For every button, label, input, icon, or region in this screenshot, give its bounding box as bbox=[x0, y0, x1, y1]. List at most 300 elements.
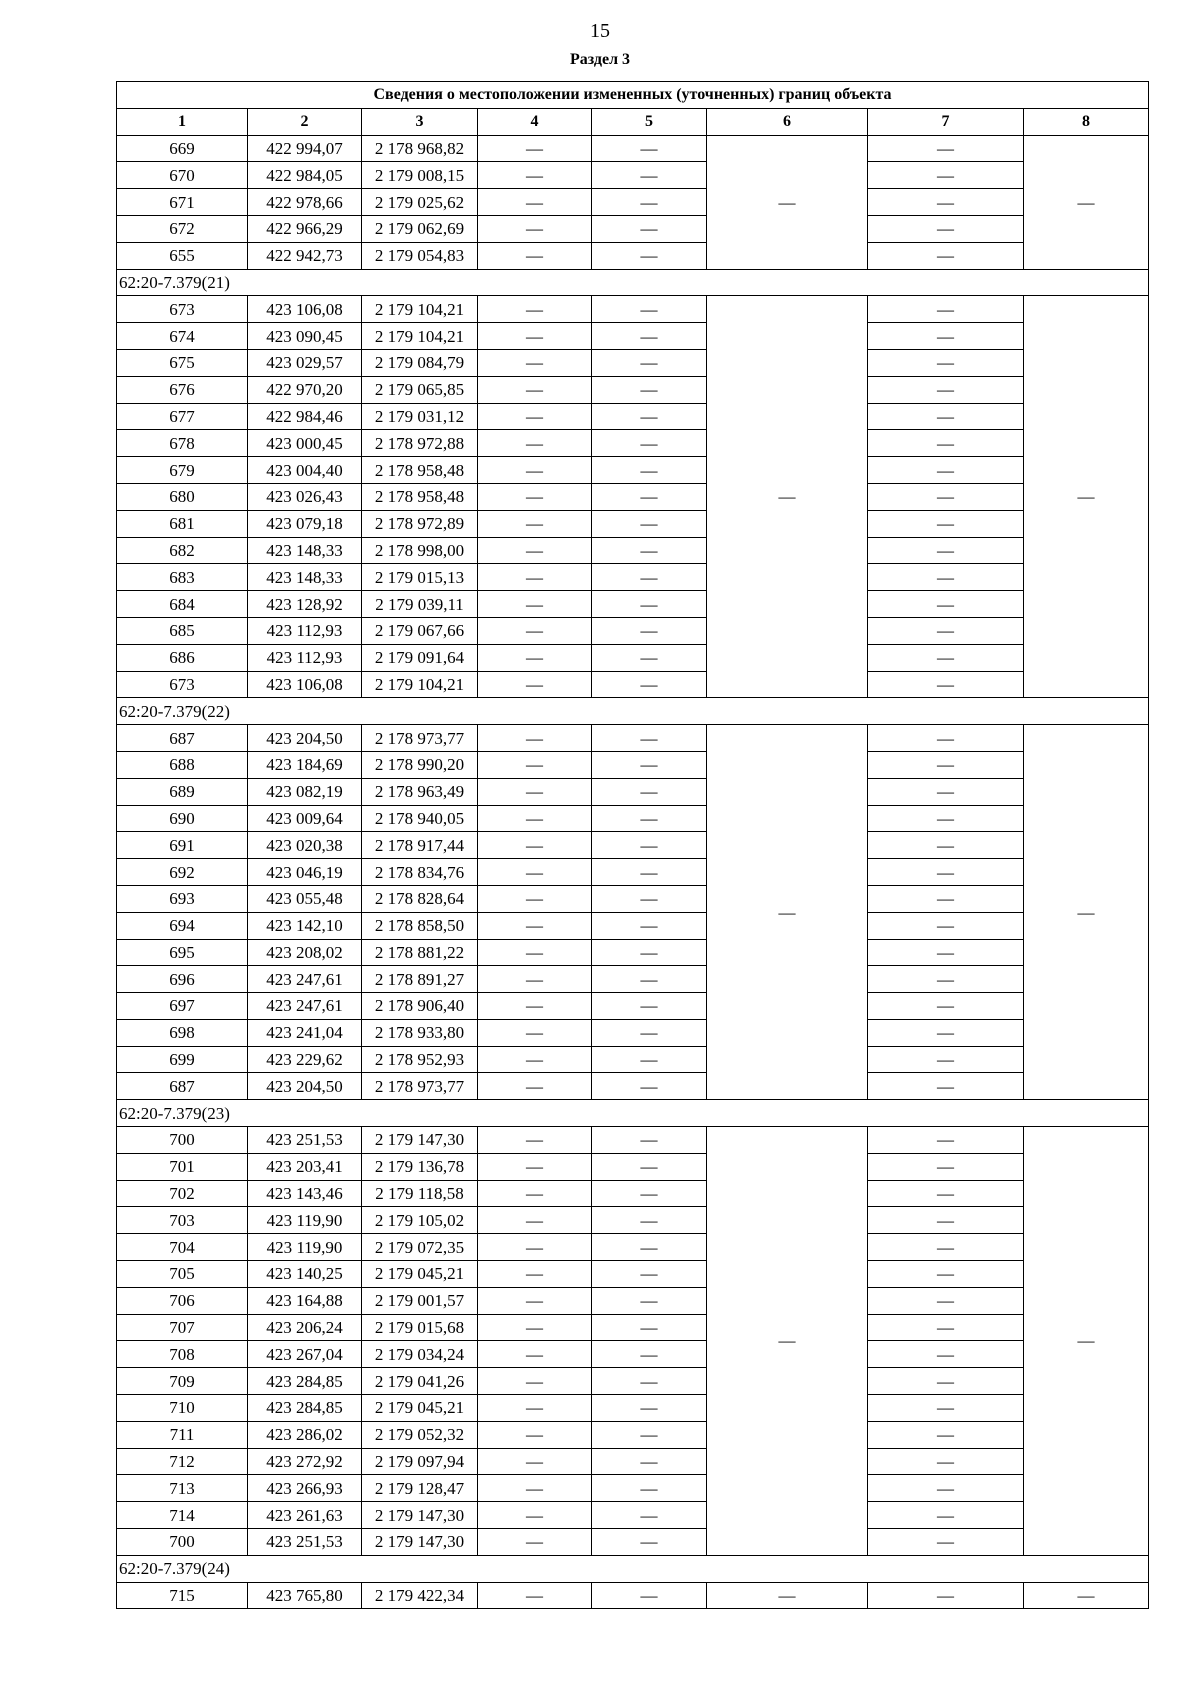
merged-dash-cell: — bbox=[1024, 1127, 1149, 1556]
point-number: 692 bbox=[117, 859, 248, 886]
coordinate-x: 423 247,61 bbox=[248, 966, 362, 993]
dash-cell: — bbox=[592, 457, 707, 484]
dash-cell: — bbox=[868, 135, 1024, 162]
coordinate-x: 423 148,33 bbox=[248, 537, 362, 564]
table-row bbox=[117, 671, 1149, 698]
dash-cell: — bbox=[478, 1502, 592, 1529]
dash-cell: — bbox=[478, 1368, 592, 1395]
point-number: 713 bbox=[117, 1475, 248, 1502]
coordinate-x: 422 970,20 bbox=[248, 376, 362, 403]
dash-cell: — bbox=[868, 1314, 1024, 1341]
dash-cell: — bbox=[478, 617, 592, 644]
coordinate-y: 2 179 054,83 bbox=[362, 242, 478, 269]
dash-cell: — bbox=[478, 832, 592, 859]
coordinate-y: 2 179 147,30 bbox=[362, 1529, 478, 1556]
point-number: 699 bbox=[117, 1046, 248, 1073]
coordinate-y: 2 178 972,88 bbox=[362, 430, 478, 457]
coordinate-x: 423 284,85 bbox=[248, 1395, 362, 1422]
coordinate-x: 422 966,29 bbox=[248, 215, 362, 242]
dash-cell: — bbox=[478, 1529, 592, 1556]
coordinate-x: 423 079,18 bbox=[248, 510, 362, 537]
table-row bbox=[117, 966, 1149, 993]
coordinate-y: 2 179 031,12 bbox=[362, 403, 478, 430]
coordinate-x: 422 984,46 bbox=[248, 403, 362, 430]
dash-cell: — bbox=[478, 751, 592, 778]
table-row bbox=[117, 135, 1149, 162]
dash-cell: — bbox=[478, 939, 592, 966]
merged-dash-cell: — bbox=[707, 725, 868, 1100]
point-number: 685 bbox=[117, 617, 248, 644]
dash-cell: — bbox=[868, 778, 1024, 805]
group-header-row bbox=[117, 1100, 1149, 1127]
dash-cell: — bbox=[868, 189, 1024, 216]
table-row bbox=[117, 885, 1149, 912]
coordinates-table bbox=[116, 81, 1149, 1609]
dash-cell: — bbox=[868, 403, 1024, 430]
coordinate-y: 2 179 147,30 bbox=[362, 1502, 478, 1529]
coordinate-y: 2 179 147,30 bbox=[362, 1127, 478, 1154]
table-row bbox=[117, 215, 1149, 242]
coordinate-x: 423 046,19 bbox=[248, 859, 362, 886]
dash-cell: — bbox=[868, 1395, 1024, 1422]
dash-cell: — bbox=[478, 1582, 592, 1609]
dash-cell: — bbox=[478, 510, 592, 537]
group-label: 62:20-7.379(24) bbox=[117, 1555, 1149, 1582]
coordinate-y: 2 178 917,44 bbox=[362, 832, 478, 859]
dash-cell: — bbox=[868, 1475, 1024, 1502]
point-number: 711 bbox=[117, 1421, 248, 1448]
dash-cell: — bbox=[478, 859, 592, 886]
coordinate-y: 2 179 118,58 bbox=[362, 1180, 478, 1207]
group-label: 62:20-7.379(21) bbox=[117, 269, 1149, 296]
coordinate-y: 2 179 104,21 bbox=[362, 323, 478, 350]
coordinate-x: 423 208,02 bbox=[248, 939, 362, 966]
table-row bbox=[117, 644, 1149, 671]
coordinate-x: 423 000,45 bbox=[248, 430, 362, 457]
dash-cell: — bbox=[868, 1234, 1024, 1261]
coordinate-x: 422 978,66 bbox=[248, 189, 362, 216]
dash-cell: — bbox=[592, 1046, 707, 1073]
column-header: 1 bbox=[117, 108, 248, 135]
point-number: 712 bbox=[117, 1448, 248, 1475]
coordinate-x: 423 267,04 bbox=[248, 1341, 362, 1368]
dash-cell: — bbox=[592, 1153, 707, 1180]
dash-cell: — bbox=[868, 885, 1024, 912]
coordinate-x: 423 284,85 bbox=[248, 1368, 362, 1395]
coordinate-x: 422 942,73 bbox=[248, 242, 362, 269]
coordinate-y: 2 178 881,22 bbox=[362, 939, 478, 966]
point-number: 682 bbox=[117, 537, 248, 564]
coordinate-y: 2 178 968,82 bbox=[362, 135, 478, 162]
group-header-row bbox=[117, 698, 1149, 725]
dash-cell: — bbox=[592, 966, 707, 993]
coordinate-y: 2 179 104,21 bbox=[362, 296, 478, 323]
dash-cell: — bbox=[478, 1475, 592, 1502]
coordinate-x: 423 106,08 bbox=[248, 671, 362, 698]
coordinate-x: 423 119,90 bbox=[248, 1207, 362, 1234]
coordinate-x: 423 142,10 bbox=[248, 912, 362, 939]
point-number: 691 bbox=[117, 832, 248, 859]
point-number: 704 bbox=[117, 1234, 248, 1261]
point-number: 715 bbox=[117, 1582, 248, 1609]
dash-cell: — bbox=[868, 1046, 1024, 1073]
coordinate-x: 423 106,08 bbox=[248, 296, 362, 323]
dash-cell: — bbox=[1024, 1582, 1149, 1609]
coordinate-x: 423 029,57 bbox=[248, 349, 362, 376]
table-row bbox=[117, 1529, 1149, 1556]
table-row bbox=[117, 564, 1149, 591]
table-row bbox=[117, 1395, 1149, 1422]
dash-cell: — bbox=[478, 296, 592, 323]
dash-cell: — bbox=[478, 403, 592, 430]
dash-cell: — bbox=[868, 725, 1024, 752]
dash-cell: — bbox=[478, 457, 592, 484]
coordinate-x: 423 204,50 bbox=[248, 725, 362, 752]
dash-cell: — bbox=[478, 162, 592, 189]
dash-cell: — bbox=[868, 1582, 1024, 1609]
table-row bbox=[117, 805, 1149, 832]
dash-cell: — bbox=[478, 564, 592, 591]
section-title: Раздел 3 bbox=[569, 51, 631, 68]
dash-cell: — bbox=[868, 242, 1024, 269]
point-number: 690 bbox=[117, 805, 248, 832]
dash-cell: — bbox=[478, 1019, 592, 1046]
coordinate-y: 2 179 062,69 bbox=[362, 215, 478, 242]
dash-cell: — bbox=[868, 1529, 1024, 1556]
table-row bbox=[117, 162, 1149, 189]
table-row bbox=[117, 751, 1149, 778]
coordinate-x: 423 765,80 bbox=[248, 1582, 362, 1609]
table-row bbox=[117, 457, 1149, 484]
dash-cell: — bbox=[592, 510, 707, 537]
column-header: 5 bbox=[592, 108, 707, 135]
coordinate-y: 2 178 933,80 bbox=[362, 1019, 478, 1046]
table-row bbox=[117, 1421, 1149, 1448]
dash-cell: — bbox=[592, 1582, 707, 1609]
coordinate-y: 2 179 072,35 bbox=[362, 1234, 478, 1261]
dash-cell: — bbox=[868, 162, 1024, 189]
dash-cell: — bbox=[478, 912, 592, 939]
coordinate-x: 423 128,92 bbox=[248, 591, 362, 618]
coordinate-y: 2 178 990,20 bbox=[362, 751, 478, 778]
merged-dash-cell: — bbox=[1024, 135, 1149, 269]
dash-cell: — bbox=[868, 1341, 1024, 1368]
dash-cell: — bbox=[868, 832, 1024, 859]
point-number: 708 bbox=[117, 1341, 248, 1368]
dash-cell: — bbox=[478, 376, 592, 403]
dash-cell: — bbox=[478, 1314, 592, 1341]
point-number: 679 bbox=[117, 457, 248, 484]
dash-cell: — bbox=[868, 912, 1024, 939]
dash-cell: — bbox=[592, 617, 707, 644]
dash-cell: — bbox=[592, 805, 707, 832]
dash-cell: — bbox=[478, 805, 592, 832]
point-number: 677 bbox=[117, 403, 248, 430]
table-row bbox=[117, 376, 1149, 403]
table-row bbox=[117, 859, 1149, 886]
coordinate-x: 423 148,33 bbox=[248, 564, 362, 591]
dash-cell: — bbox=[868, 1207, 1024, 1234]
coordinate-y: 2 178 940,05 bbox=[362, 805, 478, 832]
table-row bbox=[117, 1448, 1149, 1475]
point-number: 693 bbox=[117, 885, 248, 912]
dash-cell: — bbox=[868, 1368, 1024, 1395]
dash-cell: — bbox=[592, 778, 707, 805]
coordinate-y: 2 178 973,77 bbox=[362, 1073, 478, 1100]
dash-cell: — bbox=[592, 215, 707, 242]
dash-cell: — bbox=[478, 1073, 592, 1100]
dash-cell: — bbox=[478, 966, 592, 993]
table-row bbox=[117, 403, 1149, 430]
coordinate-y: 2 179 045,21 bbox=[362, 1395, 478, 1422]
coordinate-x: 423 272,92 bbox=[248, 1448, 362, 1475]
point-number: 710 bbox=[117, 1395, 248, 1422]
dash-cell: — bbox=[478, 1180, 592, 1207]
coordinate-y: 2 179 128,47 bbox=[362, 1475, 478, 1502]
dash-cell: — bbox=[592, 403, 707, 430]
point-number: 687 bbox=[117, 725, 248, 752]
dash-cell: — bbox=[592, 885, 707, 912]
dash-cell: — bbox=[592, 1395, 707, 1422]
table-row bbox=[117, 537, 1149, 564]
dash-cell: — bbox=[868, 671, 1024, 698]
dash-cell: — bbox=[478, 215, 592, 242]
coordinate-y: 2 179 015,13 bbox=[362, 564, 478, 591]
dash-cell: — bbox=[868, 939, 1024, 966]
point-number: 672 bbox=[117, 215, 248, 242]
dash-cell: — bbox=[478, 644, 592, 671]
point-number: 671 bbox=[117, 189, 248, 216]
coordinate-x: 423 143,46 bbox=[248, 1180, 362, 1207]
dash-cell: — bbox=[478, 189, 592, 216]
table-caption: Сведения о местоположении измененных (уточненных) границ объекта bbox=[117, 82, 1149, 109]
table-row bbox=[117, 242, 1149, 269]
dash-cell: — bbox=[592, 1127, 707, 1154]
coordinate-x: 423 164,88 bbox=[248, 1287, 362, 1314]
coordinate-x: 423 266,93 bbox=[248, 1475, 362, 1502]
dash-cell: — bbox=[868, 966, 1024, 993]
dash-cell: — bbox=[592, 1019, 707, 1046]
table-row bbox=[117, 1261, 1149, 1288]
coordinate-x: 423 261,63 bbox=[248, 1502, 362, 1529]
column-header: 4 bbox=[478, 108, 592, 135]
dash-cell: — bbox=[592, 751, 707, 778]
dash-cell: — bbox=[592, 939, 707, 966]
table-row bbox=[117, 617, 1149, 644]
dash-cell: — bbox=[868, 483, 1024, 510]
dash-cell: — bbox=[592, 644, 707, 671]
dash-cell: — bbox=[592, 1180, 707, 1207]
table-row bbox=[117, 832, 1149, 859]
column-header: 3 bbox=[362, 108, 478, 135]
coordinate-y: 2 179 045,21 bbox=[362, 1261, 478, 1288]
coordinate-y: 2 179 104,21 bbox=[362, 671, 478, 698]
coordinate-y: 2 178 998,00 bbox=[362, 537, 478, 564]
dash-cell: — bbox=[478, 993, 592, 1020]
table-row bbox=[117, 591, 1149, 618]
coordinate-y: 2 179 034,24 bbox=[362, 1341, 478, 1368]
point-number: 706 bbox=[117, 1287, 248, 1314]
coordinate-x: 423 112,93 bbox=[248, 617, 362, 644]
point-number: 673 bbox=[117, 296, 248, 323]
column-header: 7 bbox=[868, 108, 1024, 135]
dash-cell: — bbox=[592, 1448, 707, 1475]
coordinate-y: 2 178 963,49 bbox=[362, 778, 478, 805]
table-row bbox=[117, 1368, 1149, 1395]
table-row bbox=[117, 296, 1149, 323]
dash-cell: — bbox=[592, 189, 707, 216]
coordinate-y: 2 178 972,89 bbox=[362, 510, 478, 537]
table-row bbox=[117, 189, 1149, 216]
point-number: 696 bbox=[117, 966, 248, 993]
dash-cell: — bbox=[868, 751, 1024, 778]
coordinate-y: 2 178 858,50 bbox=[362, 912, 478, 939]
point-number: 689 bbox=[117, 778, 248, 805]
dash-cell: — bbox=[478, 1261, 592, 1288]
dash-cell: — bbox=[478, 591, 592, 618]
dash-cell: — bbox=[478, 537, 592, 564]
coordinate-x: 423 140,25 bbox=[248, 1261, 362, 1288]
coordinate-y: 2 179 015,68 bbox=[362, 1314, 478, 1341]
coordinate-y: 2 178 828,64 bbox=[362, 885, 478, 912]
dash-cell: — bbox=[868, 349, 1024, 376]
dash-cell: — bbox=[478, 1448, 592, 1475]
dash-cell: — bbox=[868, 1421, 1024, 1448]
dash-cell: — bbox=[592, 564, 707, 591]
dash-cell: — bbox=[478, 885, 592, 912]
point-number: 681 bbox=[117, 510, 248, 537]
coordinate-x: 423 020,38 bbox=[248, 832, 362, 859]
dash-cell: — bbox=[592, 859, 707, 886]
dash-cell: — bbox=[707, 1582, 868, 1609]
dash-cell: — bbox=[478, 349, 592, 376]
point-number: 687 bbox=[117, 1073, 248, 1100]
point-number: 701 bbox=[117, 1153, 248, 1180]
table-row bbox=[117, 939, 1149, 966]
coordinate-y: 2 179 091,64 bbox=[362, 644, 478, 671]
dash-cell: — bbox=[592, 1073, 707, 1100]
merged-dash-cell: — bbox=[707, 1127, 868, 1556]
coordinate-x: 423 055,48 bbox=[248, 885, 362, 912]
dash-cell: — bbox=[868, 859, 1024, 886]
dash-cell: — bbox=[478, 1046, 592, 1073]
dash-cell: — bbox=[592, 1529, 707, 1556]
dash-cell: — bbox=[478, 671, 592, 698]
coordinate-y: 2 179 025,62 bbox=[362, 189, 478, 216]
dash-cell: — bbox=[868, 1287, 1024, 1314]
coordinate-x: 423 112,93 bbox=[248, 644, 362, 671]
dash-cell: — bbox=[868, 1073, 1024, 1100]
coordinate-y: 2 179 065,85 bbox=[362, 376, 478, 403]
coordinate-x: 423 009,64 bbox=[248, 805, 362, 832]
dash-cell: — bbox=[592, 1314, 707, 1341]
dash-cell: — bbox=[592, 1207, 707, 1234]
page-number: 15 bbox=[590, 20, 610, 42]
coordinate-x: 423 229,62 bbox=[248, 1046, 362, 1073]
coordinate-x: 423 026,43 bbox=[248, 483, 362, 510]
point-number: 676 bbox=[117, 376, 248, 403]
coordinate-y: 2 178 973,77 bbox=[362, 725, 478, 752]
point-number: 684 bbox=[117, 591, 248, 618]
dash-cell: — bbox=[592, 162, 707, 189]
dash-cell: — bbox=[592, 725, 707, 752]
dash-cell: — bbox=[478, 778, 592, 805]
dash-cell: — bbox=[868, 591, 1024, 618]
point-number: 700 bbox=[117, 1529, 248, 1556]
table-row bbox=[117, 1234, 1149, 1261]
coordinate-y: 2 179 052,32 bbox=[362, 1421, 478, 1448]
dash-cell: — bbox=[592, 135, 707, 162]
point-number: 705 bbox=[117, 1261, 248, 1288]
dash-cell: — bbox=[478, 1153, 592, 1180]
dash-cell: — bbox=[592, 537, 707, 564]
dash-cell: — bbox=[478, 135, 592, 162]
dash-cell: — bbox=[592, 483, 707, 510]
dash-cell: — bbox=[868, 1502, 1024, 1529]
table-row bbox=[117, 1207, 1149, 1234]
coordinate-y: 2 179 067,66 bbox=[362, 617, 478, 644]
dash-cell: — bbox=[868, 1019, 1024, 1046]
dash-cell: — bbox=[592, 671, 707, 698]
column-header: 2 bbox=[248, 108, 362, 135]
point-number: 703 bbox=[117, 1207, 248, 1234]
dash-cell: — bbox=[868, 296, 1024, 323]
coordinate-x: 423 286,02 bbox=[248, 1421, 362, 1448]
coordinate-x: 423 082,19 bbox=[248, 778, 362, 805]
table-row bbox=[117, 1341, 1149, 1368]
coordinate-x: 423 090,45 bbox=[248, 323, 362, 350]
dash-cell: — bbox=[592, 1368, 707, 1395]
dash-cell: — bbox=[592, 1261, 707, 1288]
dash-cell: — bbox=[478, 1234, 592, 1261]
point-number: 714 bbox=[117, 1502, 248, 1529]
dash-cell: — bbox=[478, 483, 592, 510]
dash-cell: — bbox=[592, 832, 707, 859]
coordinate-y: 2 179 039,11 bbox=[362, 591, 478, 618]
dash-cell: — bbox=[592, 1341, 707, 1368]
dash-cell: — bbox=[868, 537, 1024, 564]
group-label: 62:20-7.379(22) bbox=[117, 698, 1149, 725]
dash-cell: — bbox=[592, 1287, 707, 1314]
coordinate-x: 422 994,07 bbox=[248, 135, 362, 162]
point-number: 678 bbox=[117, 430, 248, 457]
group-header-row bbox=[117, 269, 1149, 296]
dash-cell: — bbox=[592, 242, 707, 269]
dash-cell: — bbox=[868, 1180, 1024, 1207]
merged-dash-cell: — bbox=[707, 135, 868, 269]
point-number: 698 bbox=[117, 1019, 248, 1046]
point-number: 702 bbox=[117, 1180, 248, 1207]
dash-cell: — bbox=[592, 1234, 707, 1261]
coordinate-x: 423 247,61 bbox=[248, 993, 362, 1020]
coordinate-x: 423 004,40 bbox=[248, 457, 362, 484]
dash-cell: — bbox=[592, 912, 707, 939]
dash-cell: — bbox=[868, 323, 1024, 350]
coordinate-x: 423 119,90 bbox=[248, 1234, 362, 1261]
dash-cell: — bbox=[868, 376, 1024, 403]
coordinate-y: 2 179 105,02 bbox=[362, 1207, 478, 1234]
dash-cell: — bbox=[868, 805, 1024, 832]
table-row bbox=[117, 1073, 1149, 1100]
coordinate-y: 2 179 008,15 bbox=[362, 162, 478, 189]
dash-cell: — bbox=[592, 430, 707, 457]
dash-cell: — bbox=[592, 1475, 707, 1502]
dash-cell: — bbox=[868, 1448, 1024, 1475]
point-number: 688 bbox=[117, 751, 248, 778]
table-row bbox=[117, 483, 1149, 510]
dash-cell: — bbox=[478, 1127, 592, 1154]
dash-cell: — bbox=[868, 644, 1024, 671]
